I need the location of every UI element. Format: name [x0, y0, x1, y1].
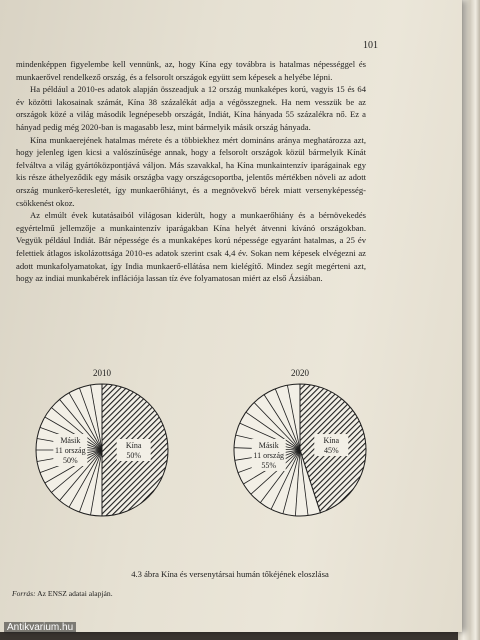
watermark-logo: Antikvarium.hu: [4, 622, 76, 633]
source-label: Forrás:: [12, 589, 36, 598]
paragraph-4: Az elmúlt évek kutatásaiból világosan kiderült, hogy a munkaerőhiány és a bérnövekedés egyértelmű jellemzője a munkaintenzív iparágakban Kína helyét átvenni kívánó országokban. Vegyük például Indiát. Bár népessége és a munkaképes korú népessége egyaránt hatalmas, a 25 év felettiek átlagos iskolázottsága 2010-es adatok szerint csak 4,4 év. Sokan nem képesek elvégezni az adott munkafolyamatokat, így India munkaerő-ellátása nem kielégítő. Mindez segít megérteni azt, hogy az indiai munkabérek inflációja lassan tíz éve folyamatosan miért az első Ázsiában.: [16, 210, 366, 284]
pie-slice-label: Másik 11 ország 50%: [55, 436, 86, 465]
source-text: Az ENSZ adatai alapján.: [37, 589, 113, 598]
pie-chart-title: 2010: [93, 368, 111, 378]
pie-slice-label: Kína 45%: [323, 436, 340, 456]
figure-caption: 4.3 ábra Kína és versenytársai humán tőkéjének eloszlása: [131, 569, 329, 579]
paragraph-3: Kína munkaerejének hatalmas mérete és a többiekhez mért domináns aránya meghatározza azt, hogy jelenleg igen kicsi a valószínűsége annak, hogy a felsorolt országok közül bármelyik Kínát felváltva a világ gyártóközpontjává váljon. Más szavakkal, ha Kína munkaintenzív iparágainak egy kis része áthelyeződik egy másik országba vagy országcsoportba, jelentős mértékben növeli az adott ország munkerő-keresletét, így munkaerőhiányt, és a megnövekvő bérek miatt versenyképesség-csökkenést okoz.: [16, 134, 366, 208]
pie-chart-2010: [36, 368, 168, 516]
pie-slice-label: Kína 50%: [125, 441, 142, 460]
page-number: 101: [363, 40, 378, 51]
paragraph-2: Ha például a 2010-es adatok alapján összeadjuk a 12 ország munkaképes korú, vagyis 15 és 64 év közötti lakosainak számát, Kína 38 százalékát adja a végösszegnek. Ha nem vesszük be az országok közé a világ második legnépesebb országát, Indiát, Kína hányada 55 százalékra nő. Ez a hányad pedig még 2020-ban is magasabb lesz, mint bármelyik másik ország hányada.: [16, 84, 366, 132]
pie-charts-figure: [20, 352, 370, 562]
pie-chart-title: 2020: [291, 368, 309, 378]
body-text: [16, 58, 366, 285]
paragraph-1: mindenképpen figyelembe kell vennünk, az, hogy Kína egy továbbra is hatalmas népességgel és munkaerővel rendelkező ország, és a felsorolt országok együtt sem képesek a helyébe lépni.: [16, 59, 366, 82]
figure-source: [12, 589, 113, 598]
pie-slice-label: Másik 11 ország 55%: [253, 440, 285, 470]
pie-chart-2020: [234, 368, 366, 516]
